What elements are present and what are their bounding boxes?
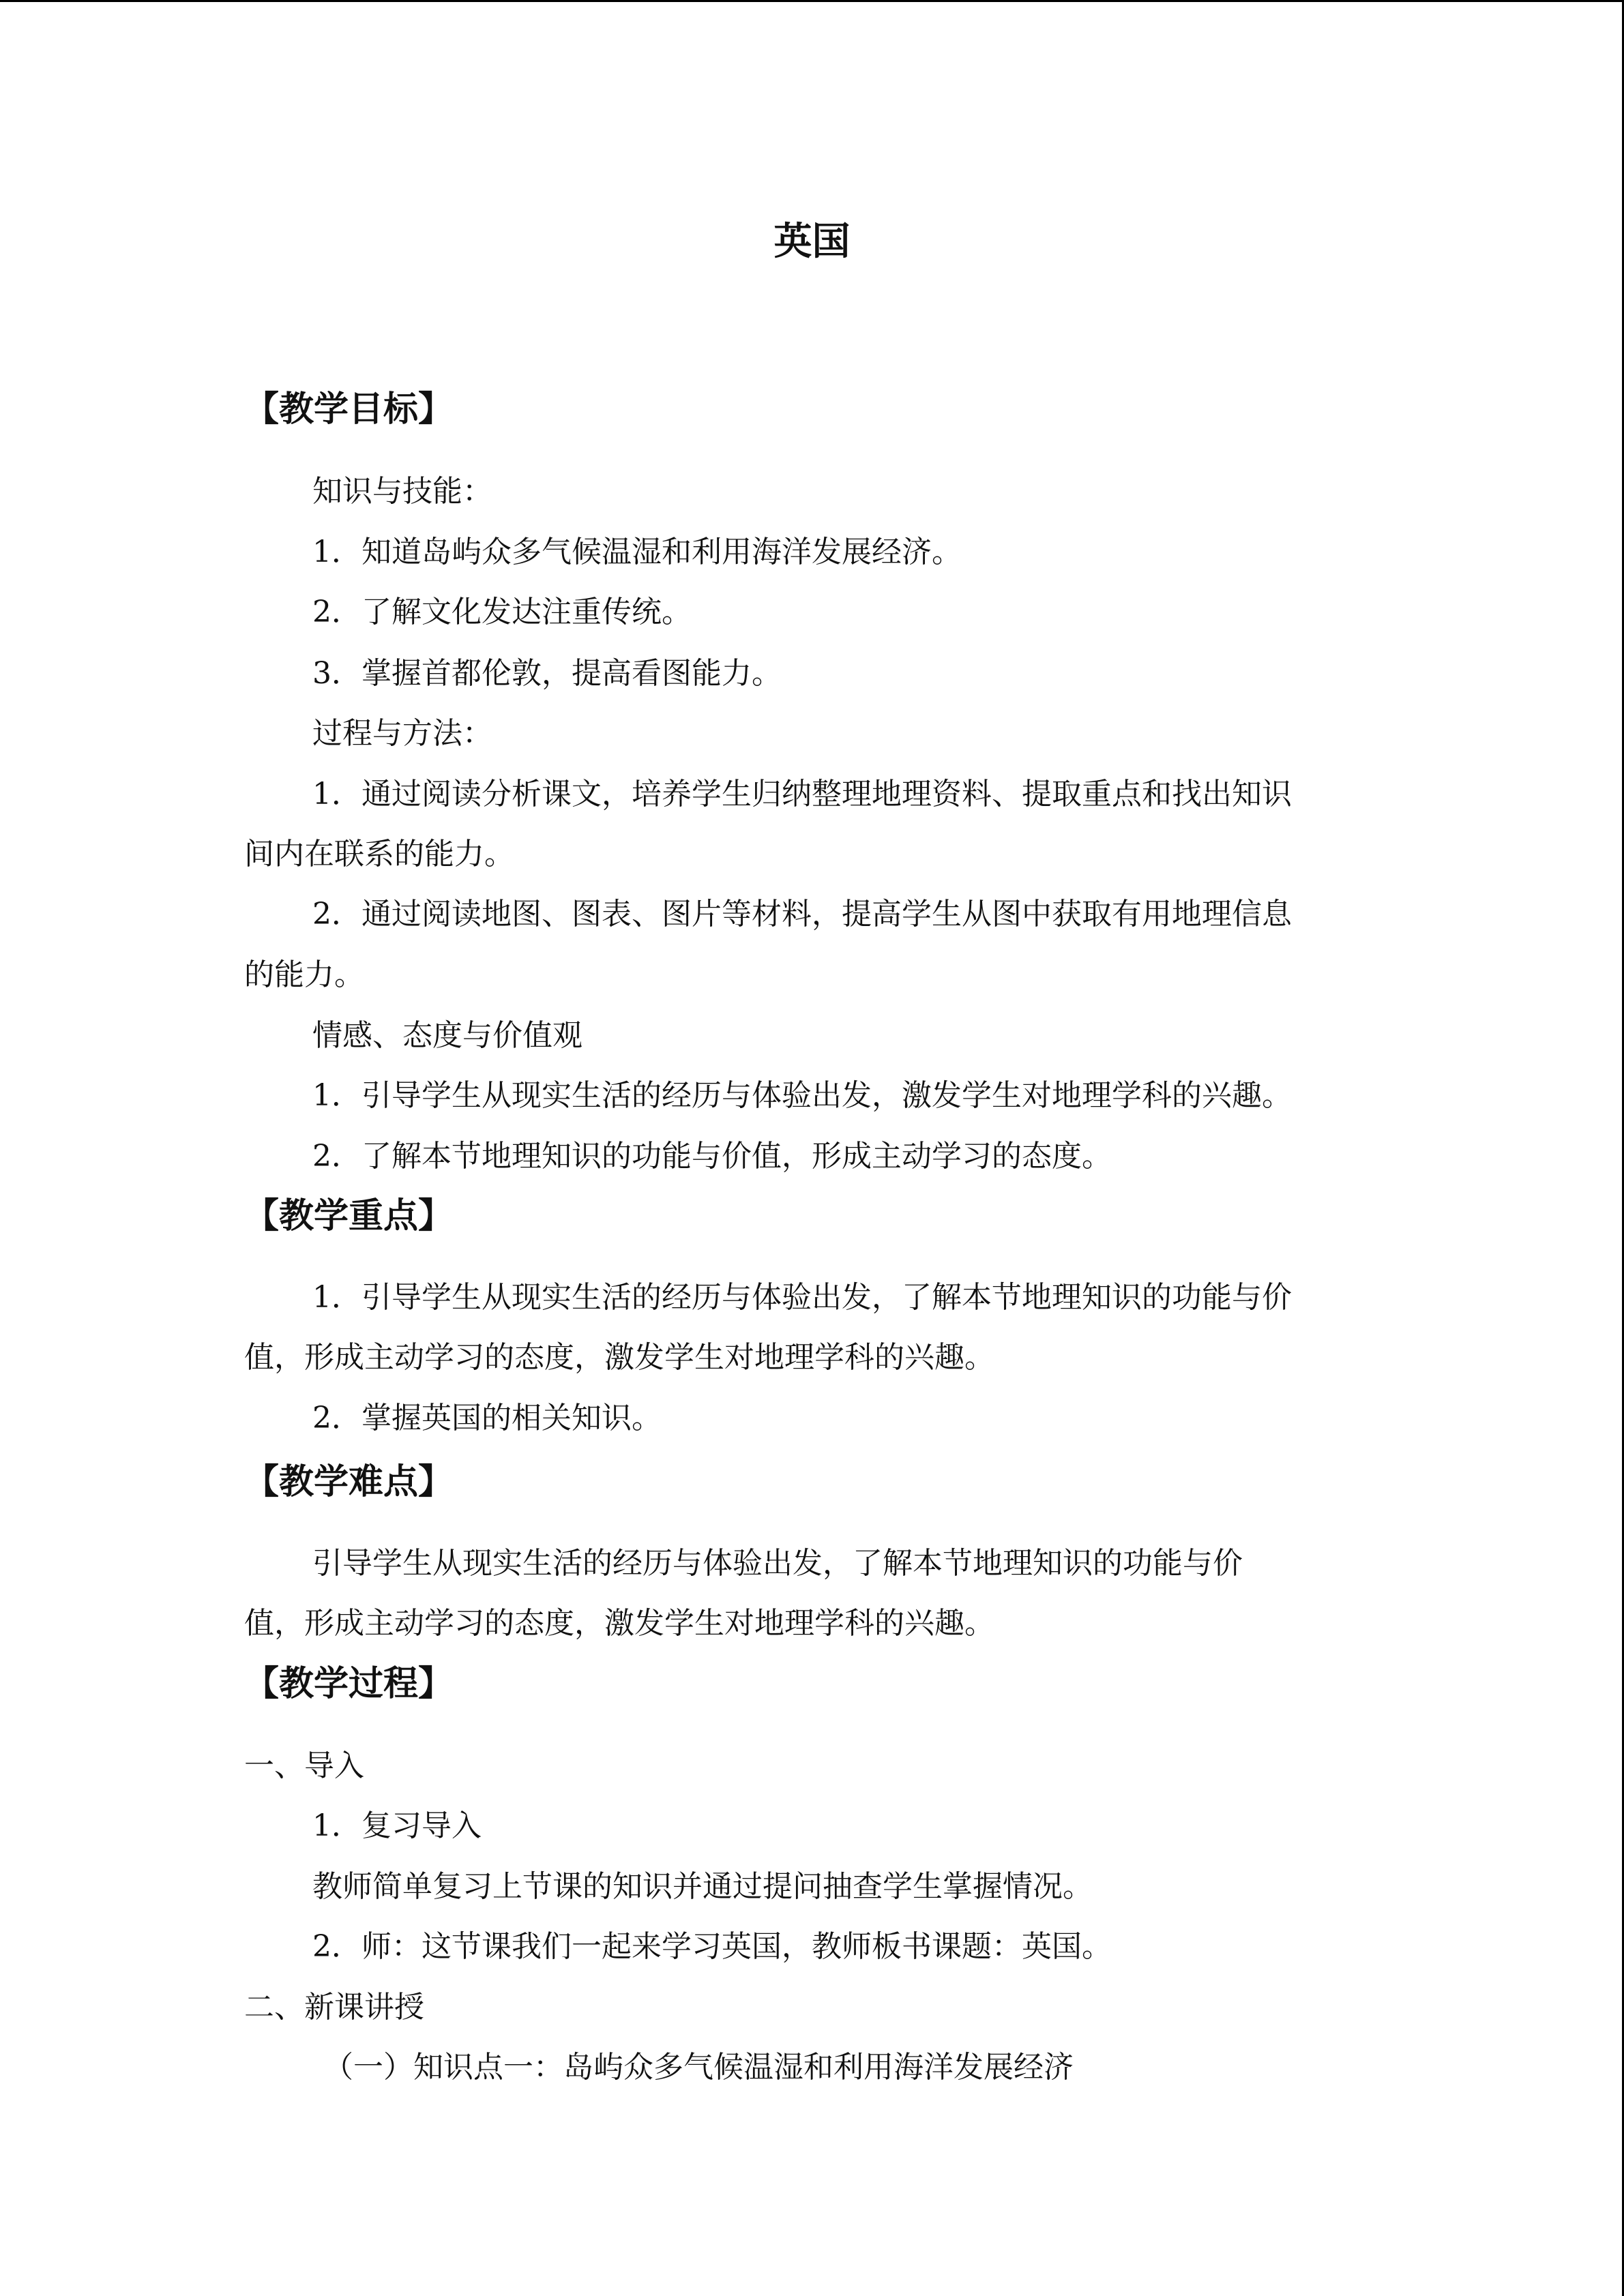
difficulty-line-1: 引导学生从现实生活的经历与体验出发，了解本节地理知识的功能与价 [312, 1546, 1243, 1581]
emotion-item-2: 2．了解本节地理知识的功能与价值，形成主动学习的态度。 [312, 1139, 1112, 1174]
process-step-2: 二、新课讲授 [244, 1990, 424, 2025]
document-title: 英国 [773, 220, 851, 264]
process-item-1-line-2: 间内在联系的能力。 [244, 837, 514, 871]
section-heading-process: 【教学过程】 [244, 1664, 454, 1704]
process-item-2-line-2: 的能力。 [244, 957, 364, 992]
process-item-1-line-1: 1．通过阅读分析课文，培养学生归纳整理地理资料、提取重点和找出知识 [312, 777, 1292, 811]
knowledge-skills-heading: 知识与技能： [312, 474, 492, 509]
difficulty-line-2: 值，形成主动学习的态度，激发学生对地理学科的兴趣。 [244, 1606, 994, 1641]
knowledge-item-2: 2．了解文化发达注重传统。 [312, 595, 692, 629]
process-step-1-1-text: 教师简单复习上节课的知识并通过提问抽查学生掌握情况。 [312, 1869, 1093, 1904]
knowledge-item-3: 3．掌握首都伦敦，提高看图能力。 [312, 656, 782, 691]
key-point-2: 2．掌握英国的相关知识。 [312, 1401, 662, 1435]
process-method-heading: 过程与方法： [312, 716, 492, 751]
section-heading-difficulties: 【教学难点】 [244, 1462, 454, 1502]
emotion-heading: 情感、态度与价值观 [312, 1018, 582, 1053]
section-heading-objectives: 【教学目标】 [244, 389, 454, 430]
emotion-item-1: 1．引导学生从现实生活的经历与体验出发，激发学生对地理学科的兴趣。 [312, 1078, 1292, 1113]
key-point-1-line-2: 值，形成主动学习的态度，激发学生对地理学科的兴趣。 [244, 1340, 994, 1375]
key-point-1-line-1: 1．引导学生从现实生活的经历与体验出发，了解本节地理知识的功能与价 [312, 1280, 1292, 1315]
process-step-1-2: 2．师：这节课我们一起来学习英国，教师板书课题：英国。 [312, 1929, 1112, 1964]
process-item-2-line-1: 2．通过阅读地图、图表、图片等材料，提高学生从图中获取有用地理信息 [312, 897, 1292, 931]
process-step-1: 一、导入 [244, 1748, 364, 1783]
process-step-2-1: （一）知识点一：岛屿众多气候温湿和利用海洋发展经济 [323, 2050, 1074, 2085]
process-step-1-1: 1．复习导入 [312, 1808, 482, 1843]
section-heading-key-points: 【教学重点】 [244, 1196, 454, 1236]
knowledge-item-1: 1．知道岛屿众多气候温湿和利用海洋发展经济。 [312, 535, 962, 569]
